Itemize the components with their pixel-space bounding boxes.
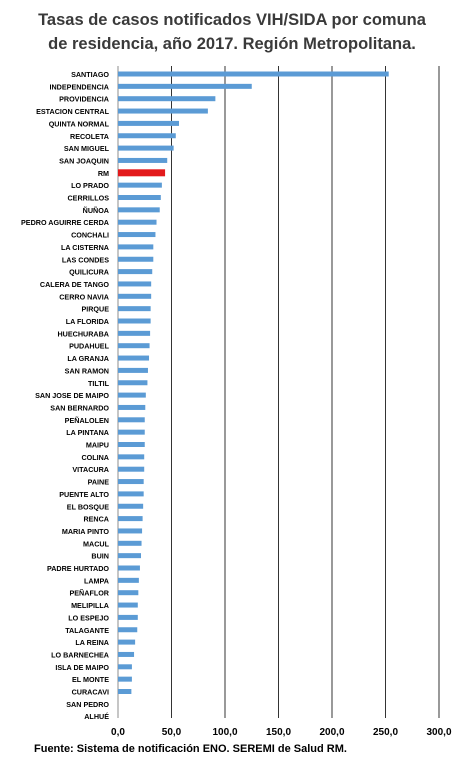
bar <box>118 232 155 237</box>
category-label: MAIPU <box>85 440 109 450</box>
bar <box>118 84 252 89</box>
category-label: PUDAHUEL <box>69 341 109 351</box>
category-label: RECOLETA <box>70 131 109 141</box>
category-label: MARIA PINTO <box>61 526 109 536</box>
bar <box>118 356 149 361</box>
category-label: SAN JOAQUIN <box>59 156 109 166</box>
bar <box>118 269 152 274</box>
category-label: LA PINTANA <box>66 428 109 438</box>
bar <box>118 454 144 459</box>
bar <box>118 109 208 114</box>
bar <box>118 368 148 373</box>
bar <box>118 566 140 571</box>
x-tick-label: 200,0 <box>319 727 345 738</box>
bar <box>118 331 150 336</box>
bar <box>118 430 145 435</box>
chart-title-line-2: de residencia, año 2017. Región Metropolitana. <box>48 35 416 53</box>
bar <box>118 677 132 682</box>
bar <box>118 467 144 472</box>
bar <box>118 528 142 533</box>
bar <box>118 207 160 212</box>
bar <box>118 72 389 77</box>
bar <box>118 689 131 694</box>
category-label: PEDRO AGUIRRE CERDA <box>21 218 109 228</box>
category-label: COLINA <box>81 452 109 462</box>
category-label: LA GRANJA <box>67 354 109 364</box>
x-tick-label: 50,0 <box>161 727 182 738</box>
category-label: PADRE HURTADO <box>46 564 109 573</box>
category-label: LO BARNECHEA <box>51 650 109 660</box>
category-label: RENCA <box>83 514 109 524</box>
bar <box>118 640 135 645</box>
bar <box>118 183 162 188</box>
category-label: LO ESPEJO <box>68 613 109 623</box>
category-label: MELIPILLA <box>71 601 109 611</box>
bar <box>118 479 144 484</box>
bar <box>118 491 144 496</box>
bar <box>118 516 143 521</box>
category-label: PEÑALOLEN <box>64 415 109 425</box>
category-label: HUECHURABA <box>57 329 109 339</box>
bar-highlight <box>118 169 165 176</box>
category-label: SAN PEDRO <box>66 699 109 709</box>
chart-title-line-1: Tasas de casos notificados VIH/SIDA por comuna <box>38 11 426 29</box>
category-label: VITACURA <box>72 465 109 475</box>
category-label: ISLA DE MAIPO <box>55 662 109 672</box>
x-tick-label: 150,0 <box>265 727 292 738</box>
bar <box>118 220 157 225</box>
category-label: PIRQUE <box>81 304 109 314</box>
category-label: LO PRADO <box>71 181 109 191</box>
bar <box>118 146 174 151</box>
category-label: PROVIDENCIA <box>59 94 109 104</box>
x-tick-label: 250,0 <box>372 727 399 738</box>
bar <box>118 590 138 595</box>
bar <box>118 664 132 669</box>
bar <box>118 553 141 558</box>
source-note: Fuente: Sistema de notificación ENO. SEREMI de Salud RM. <box>34 743 347 755</box>
category-label: SAN JOSE DE MAIPO <box>35 391 109 401</box>
category-label: CONCHALI <box>71 230 109 240</box>
x-tick-label: 0,0 <box>111 727 125 738</box>
bar <box>118 393 146 398</box>
bar <box>118 319 151 324</box>
bar <box>118 121 179 126</box>
category-label: ESTACION CENTRAL <box>36 107 109 117</box>
bar <box>118 343 150 348</box>
category-label: PEÑAFLOR <box>69 588 109 598</box>
bar <box>118 158 167 163</box>
category-label: CURACAVI <box>71 687 109 697</box>
category-label: CERRO NAVIA <box>59 292 109 302</box>
category-label: ALHUÉ <box>84 712 109 722</box>
bar <box>118 96 215 101</box>
bar <box>118 504 143 509</box>
category-label: SAN RAMON <box>64 366 109 376</box>
category-label: SAN BERNARDO <box>50 403 109 413</box>
category-label: LAMPA <box>83 576 109 586</box>
bar <box>118 257 153 262</box>
bar <box>118 578 139 583</box>
category-label: LA CISTERNA <box>60 242 109 252</box>
category-label: MACUL <box>83 539 109 549</box>
bar <box>118 541 142 546</box>
bar <box>118 615 138 620</box>
category-label: QUINTA NORMAL <box>48 119 109 129</box>
category-label: TILTIL <box>87 378 109 388</box>
category-label: BUIN <box>91 551 109 561</box>
category-label: PAINE <box>87 477 109 487</box>
bar <box>118 133 176 138</box>
category-label: ÑUÑOA <box>82 205 109 215</box>
category-label: QUILICURA <box>69 267 109 277</box>
bar <box>118 281 151 286</box>
category-label: CERRILLOS <box>67 193 109 203</box>
bar <box>118 294 151 299</box>
bar <box>118 380 147 385</box>
category-label: LA REINA <box>75 638 109 648</box>
bar <box>118 417 145 422</box>
bar <box>118 405 145 410</box>
x-tick-label: 100,0 <box>212 727 238 738</box>
category-label: EL BOSQUE <box>66 502 109 512</box>
category-label: LAS CONDES <box>61 255 109 265</box>
category-label: INDEPENDENCIA <box>49 82 109 92</box>
category-label: CALERA DE TANGO <box>39 279 109 289</box>
bar <box>118 306 151 311</box>
category-label: TALAGANTE <box>65 625 109 635</box>
x-tick-label: 300,0 <box>426 727 452 738</box>
category-label: SANTIAGO <box>71 70 109 79</box>
bar <box>118 442 145 447</box>
category-label: EL MONTE <box>71 675 109 685</box>
bar <box>118 652 134 657</box>
category-label: LA FLORIDA <box>65 317 109 326</box>
category-label: SAN MIGUEL <box>63 144 109 154</box>
bar <box>118 244 153 249</box>
bar <box>118 627 137 632</box>
bar <box>118 195 161 200</box>
category-label: RM <box>97 168 109 178</box>
category-label: PUENTE ALTO <box>59 489 109 499</box>
bar <box>118 603 138 608</box>
